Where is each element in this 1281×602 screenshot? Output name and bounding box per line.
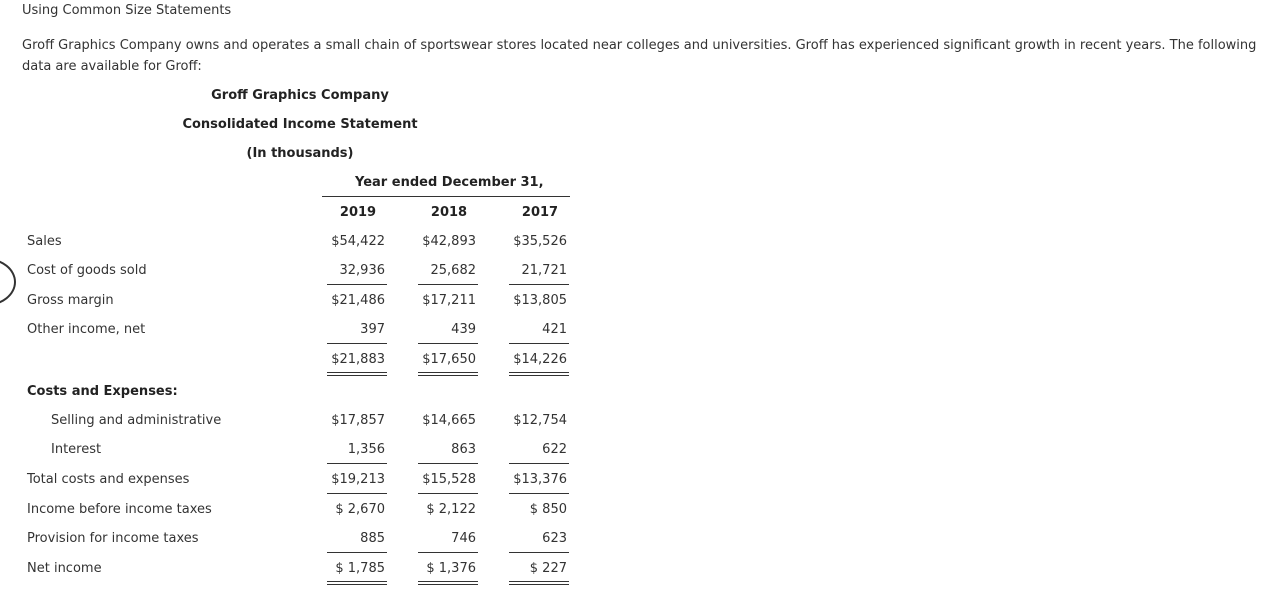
row-label-gross-margin: Gross margin [27, 293, 114, 308]
row-label-tax-provision: Provision for income taxes [27, 531, 199, 546]
row-label-total-costs: Total costs and expenses [27, 472, 190, 487]
cell-income-before-tax-2019: $ 2,670 [335, 502, 385, 517]
cell-subtotal-2019: $21,883 [331, 352, 385, 367]
cell-other-income-2017: 421 [542, 322, 567, 337]
year-header-2017: 2017 [521, 205, 559, 220]
double-underline-net-income-2018 [418, 581, 478, 585]
cell-selling-admin-2019: $17,857 [331, 413, 385, 428]
page-heading: Using Common Size Statements [22, 3, 232, 18]
period-header: Year ended December 31, [355, 175, 544, 190]
underline-total-costs-2017 [509, 493, 569, 494]
row-label-income-before-tax: Income before income taxes [27, 502, 212, 517]
year-header-2019: 2019 [339, 205, 377, 220]
cell-interest-2019: 1,356 [347, 442, 385, 457]
intro-paragraph: Groff Graphics Company owns and operates a small chain of sportswear stores located near colleges and universities. Groff has experienced significant growth in recent years. The following data are available for Groff: [22, 38, 1257, 74]
cell-total-costs-2017: $13,376 [513, 472, 567, 487]
row-label-cogs: Cost of goods sold [27, 263, 147, 278]
underline-cogs-2018 [418, 284, 478, 285]
cell-sales-2017: $35,526 [513, 234, 567, 249]
double-underline-net-income-2017 [509, 581, 569, 585]
row-label-interest: Interest [51, 442, 102, 457]
cell-tax-provision-2017: 623 [542, 531, 567, 546]
cell-cogs-2017: 21,721 [521, 263, 567, 278]
row-label-net-income: Net income [27, 561, 102, 576]
double-underline-subtotal-2017 [509, 372, 569, 376]
underline-other-income-2017 [509, 343, 569, 344]
cell-other-income-2018: 439 [451, 322, 476, 337]
underline-cogs-2017 [509, 284, 569, 285]
cell-income-before-tax-2017: $ 850 [529, 502, 567, 517]
cell-interest-2018: 863 [451, 442, 476, 457]
underline-interest-2019 [327, 463, 387, 464]
cell-cogs-2018: 25,682 [430, 263, 476, 278]
cell-income-before-tax-2018: $ 2,122 [426, 502, 476, 517]
cell-total-costs-2019: $19,213 [331, 472, 385, 487]
costs-expenses-header: Costs and Expenses: [27, 384, 178, 399]
row-label-selling-admin: Selling and administrative [51, 413, 222, 428]
double-underline-subtotal-2018 [418, 372, 478, 376]
year-header-2018: 2018 [430, 205, 468, 220]
underline-tax-provision-2019 [327, 552, 387, 553]
cell-gross-margin-2019: $21,486 [331, 293, 385, 308]
company-name: Groff Graphics Company [211, 88, 389, 103]
underline-cogs-2019 [327, 284, 387, 285]
cell-subtotal-2017: $14,226 [513, 352, 567, 367]
underline-interest-2017 [509, 463, 569, 464]
row-label-sales: Sales [27, 234, 62, 249]
units-note: (In thousands) [246, 146, 354, 161]
underline-total-costs-2018 [418, 493, 478, 494]
period-underline [322, 196, 570, 197]
cell-selling-admin-2018: $14,665 [422, 413, 476, 428]
cell-selling-admin-2017: $12,754 [513, 413, 567, 428]
cell-other-income-2019: 397 [360, 322, 385, 337]
cell-gross-margin-2018: $17,211 [422, 293, 476, 308]
double-underline-subtotal-2019 [327, 372, 387, 376]
row-label-other-income: Other income, net [27, 322, 146, 337]
statement-title: Consolidated Income Statement [182, 117, 418, 132]
double-underline-net-income-2019 [327, 581, 387, 585]
underline-tax-provision-2017 [509, 552, 569, 553]
cell-net-income-2018: $ 1,376 [426, 561, 476, 576]
underline-tax-provision-2018 [418, 552, 478, 553]
cell-interest-2017: 622 [542, 442, 567, 457]
underline-total-costs-2019 [327, 493, 387, 494]
cell-net-income-2017: $ 227 [529, 561, 567, 576]
cell-subtotal-2018: $17,650 [422, 352, 476, 367]
underline-other-income-2019 [327, 343, 387, 344]
partial-circle-marker [0, 258, 16, 306]
cell-tax-provision-2019: 885 [360, 531, 385, 546]
cell-net-income-2019: $ 1,785 [335, 561, 385, 576]
cell-total-costs-2018: $15,528 [422, 472, 476, 487]
cell-sales-2018: $42,893 [422, 234, 476, 249]
cell-sales-2019: $54,422 [331, 234, 385, 249]
cell-gross-margin-2017: $13,805 [513, 293, 567, 308]
underline-interest-2018 [418, 463, 478, 464]
cell-cogs-2019: 32,936 [339, 263, 385, 278]
underline-other-income-2018 [418, 343, 478, 344]
cell-tax-provision-2018: 746 [451, 531, 476, 546]
